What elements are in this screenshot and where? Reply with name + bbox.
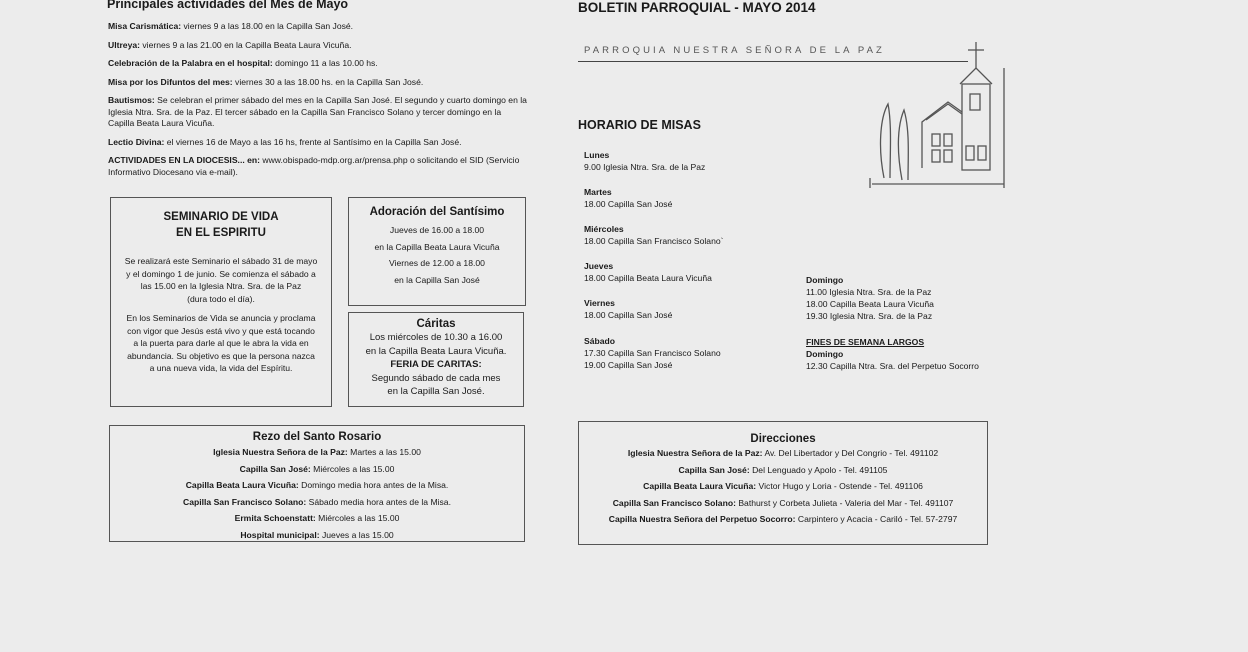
schedule-day: Lunes 9.00 Iglesia Ntra. Sra. de la Paz <box>584 150 706 172</box>
rosario-list <box>110 444 524 543</box>
rosario-box <box>109 425 525 542</box>
direccion-row: Capilla Beata Laura Vicuña: Victor Hugo y Loria - Ostende - Tel. 491106 <box>643 481 923 491</box>
seminario-text-1: Se realizará este Seminario el sábado 31 de mayo y el domingo 1 de junio. Se comienza el sábado a las 15.00 en la Iglesia Ntra. Sra. de la Paz (dura todo el día). <box>124 256 318 304</box>
activity-item: Lectio Divina: el viernes 16 de Mayo a las 16 hs, frente al Santísimo en la Capilla San José. <box>108 136 462 147</box>
schedule-day: Jueves 18.00 Capilla Beata Laura Vicuña <box>584 261 712 283</box>
activity-item: Bautismos: Se celebran el primer sábado del mes en la Capilla San José. El segundo y cuarto domingo en la Iglesia Ntra. Sra. de la Paz. El tercer sábado en la Capilla San Francisco Solano y tercer domingo en la Capilla Beata Laura Vicuña. <box>108 95 527 128</box>
direccion-row: Capilla Nuestra Señora del Perpetuo Socorro: Carpintero y Acacia - Cariló - Tel. 57-2797 <box>608 514 958 524</box>
activity-item: Celebración de la Palabra en el hospital: domingo 11 a las 10.00 hs. <box>108 58 378 68</box>
parish-name: PARROQUIA NUESTRA SEÑORA DE LA PAZ <box>584 45 885 56</box>
rosario-title: Rezo del Santo Rosario <box>252 431 382 443</box>
rosario-row: Capilla San José: Miércoles a las 15.00 <box>239 463 395 474</box>
activity-item: Misa por los Difuntos del mes: viernes 30 a las 18.00 hs. en la Capilla San José. <box>108 76 424 87</box>
rosario-row: Capilla Beata Laura Vicuña: Domingo media hora antes de la Misa. <box>185 480 449 490</box>
horario-title: HORARIO DE MISAS <box>578 118 701 132</box>
activities-list <box>108 21 528 185</box>
church-icon <box>868 38 1008 190</box>
direcciones-list <box>579 445 987 528</box>
schedule-domingo: Domingo 11.00 Iglesia Ntra. Sra. de la Paz 18.00 Capilla Beata Laura Vicuña 19.30 Iglesia Ntra. Sra. de la Paz <box>806 275 934 321</box>
direcciones-title: Direcciones <box>750 433 816 445</box>
fines-semana-largos: FINES DE SEMANA LARGOS Domingo 12.30 Capilla Ntra. Sra. del Perpetuo Socorro <box>806 337 979 371</box>
caritas-title: Cáritas <box>416 318 456 330</box>
caritas-text: Los miércoles de 10.30 a 16.00 en la Capilla Beata Laura Vicuña. FERIA DE CARITAS: Segundo sábado de cada mes en la Capilla San José. <box>365 332 507 397</box>
adoracion-box <box>348 197 526 306</box>
activity-item: Misa Carismática: viernes 9 a las 18.00 en la Capilla San José. <box>108 21 354 31</box>
schedule-day: Miércoles 18.00 Capilla San Francisco Solano` <box>584 224 724 246</box>
direccion-row: Capilla San José: Del Lenguado y Apolo - Tel. 491105 <box>678 464 888 475</box>
adoracion-title: Adoración del Santísimo <box>369 206 505 218</box>
rosario-row: Ermita Schoenstatt: Miércoles a las 15.00 <box>234 513 400 523</box>
schedule-day: Martes 18.00 Capilla San José <box>584 187 673 209</box>
bulletin-title: BOLETIN PARROQUIAL - MAYO 2014 <box>578 0 816 15</box>
direccion-row: Capilla San Francisco Solano: Bathurst y Corbeta Julieta - Valeria del Mar - Tel. 491107 <box>612 497 954 508</box>
activities-heading: Principales actividades del Mes de Mayo <box>107 0 349 11</box>
rosario-row: Iglesia Nuestra Señora de la Paz: Martes a las 15.00 <box>213 447 421 457</box>
rosario-row: Capilla San Francisco Solano: Sábado media hora antes de la Misa. <box>183 496 451 507</box>
activity-item: Ultreya: viernes 9 a las 21.00 en la Capilla Beata Laura Vicuña. <box>108 39 352 50</box>
direcciones-box <box>578 421 988 545</box>
schedule-day: Viernes 18.00 Capilla San José <box>584 298 673 320</box>
direccion-row: Iglesia Nuestra Señora de la Paz: Av. Del Libertador y Del Congrio - Tel. 491102 <box>627 448 939 458</box>
seminario-title: SEMINARIO DE VIDA EN EL ESPIRITU <box>163 211 279 239</box>
adoracion-text: Jueves de 16.00 a 18.00 en la Capilla Beata Laura Vicuña Viernes de 12.00 a 18.00 en la Capilla San José <box>374 225 500 285</box>
schedule-day: Sábado 17.30 Capilla San Francisco Solano 19.00 Capilla San José <box>584 336 721 370</box>
activity-item: ACTIVIDADES EN LA DIOCESIS... en: www.obispado-mdp.org.ar/prensa.php o solicitando el SID (Servicio Informativo Diocesano via e-mail). <box>108 155 520 177</box>
rosario-row: Hospital municipal: Jueves a las 15.00 <box>240 529 394 540</box>
seminario-box <box>110 197 332 407</box>
seminario-text-2: En los Seminarios de Vida se anuncia y proclama con vigor que Jesús está vivo y que está tocando a la puerta para darle al que le abra la vida en abundancia. Su objetivo es que la persona nazca a una nueva vida, la vida del Espíritu. <box>126 313 316 373</box>
caritas-box <box>348 312 524 407</box>
